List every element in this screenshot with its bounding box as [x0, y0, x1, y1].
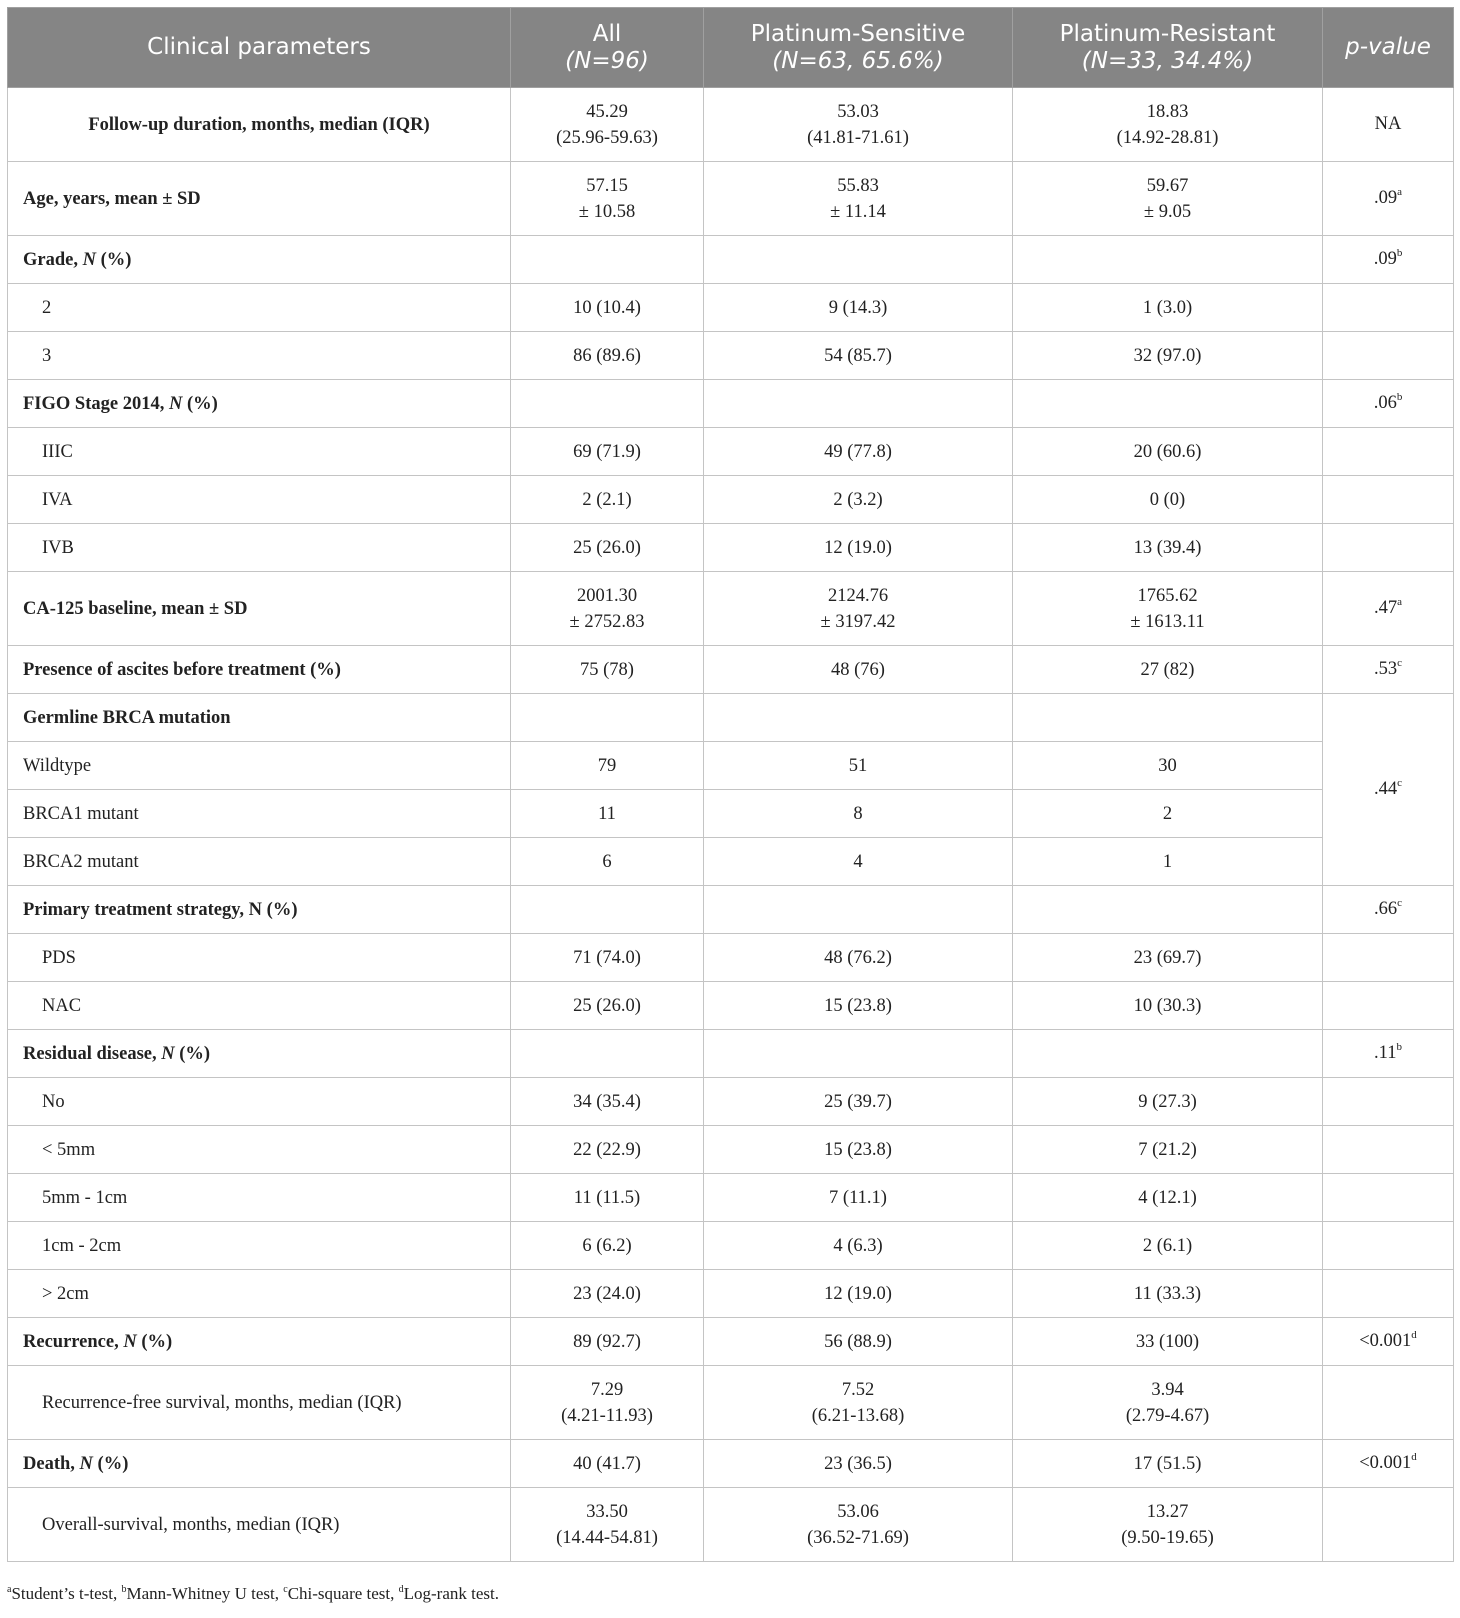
- table-row: [8, 236, 1454, 284]
- cell-p-value: [1323, 982, 1454, 1030]
- clinical-parameters-table: [7, 7, 1454, 1562]
- table-row: [8, 162, 1454, 236]
- row-label: IVA: [8, 476, 511, 524]
- cell-value: 53.06: [837, 1501, 879, 1522]
- cell-value: 18.83: [1146, 101, 1189, 122]
- cell-resistant: [1013, 572, 1323, 646]
- clinical-table-container: [7, 7, 1453, 1562]
- p-value-footnote-mark: a: [1397, 596, 1402, 608]
- row-label-n: N: [79, 1453, 93, 1474]
- table-row: [8, 88, 1454, 162]
- cell-sensitive: 4 (6.3): [704, 1222, 1013, 1270]
- cell-p-value: [1323, 646, 1454, 694]
- cell-sensitive: [704, 162, 1013, 236]
- p-value-text: .06: [1373, 393, 1397, 413]
- header-p-value: p-value: [1323, 8, 1454, 88]
- table-row: [8, 982, 1454, 1030]
- cell-p-value: [1323, 162, 1454, 236]
- cell-p-value: [1323, 886, 1454, 934]
- row-label: BRCA2 mutant: [8, 838, 511, 886]
- cell-all: [511, 236, 704, 284]
- p-value-footnote-mark: b: [1396, 1041, 1402, 1053]
- cell-p-value: [1323, 1318, 1454, 1366]
- row-label: IIIC: [8, 428, 511, 476]
- cell-resistant: 7 (21.2): [1013, 1126, 1323, 1174]
- table-row: [8, 1174, 1454, 1222]
- p-value-text: <0.001: [1359, 1453, 1412, 1473]
- cell-resistant: 1: [1013, 838, 1323, 886]
- cell-resistant: 0 (0): [1013, 476, 1323, 524]
- row-label-suffix: (%): [95, 249, 132, 270]
- cell-value: 55.83: [837, 175, 879, 196]
- cell-sensitive: 48 (76.2): [704, 934, 1013, 982]
- row-label: > 2cm: [8, 1270, 511, 1318]
- p-value-text: .53: [1373, 659, 1398, 679]
- cell-all: [511, 162, 704, 236]
- cell-all: 71 (74.0): [511, 934, 704, 982]
- cell-value: 33.50: [586, 1501, 628, 1522]
- table-row: [8, 332, 1454, 380]
- cell-value: 53.03: [837, 101, 879, 122]
- header-all-title: All: [592, 20, 622, 47]
- cell-p-value: [1323, 572, 1454, 646]
- table-header: [8, 8, 1454, 88]
- row-label: Germline BRCA mutation: [8, 694, 511, 742]
- p-value-text: <0.001: [1359, 1331, 1412, 1351]
- cell-p-value: [1323, 524, 1454, 572]
- row-label: < 5mm: [8, 1126, 511, 1174]
- cell-p-value: [1323, 694, 1454, 886]
- cell-p-value: [1323, 428, 1454, 476]
- cell-range: (9.50-19.65): [1121, 1527, 1214, 1548]
- row-label-text: Residual disease,: [23, 1043, 162, 1064]
- row-label: Primary treatment strategy, N (%): [8, 886, 511, 934]
- cell-range: (14.44-54.81): [556, 1527, 658, 1548]
- header-platinum-resistant: [1013, 8, 1323, 88]
- row-label-text: Grade,: [23, 249, 83, 270]
- p-value-text: .11: [1374, 1043, 1397, 1063]
- table-footnote: [7, 1584, 499, 1604]
- cell-range: (4.21-11.93): [561, 1405, 653, 1426]
- cell-value: 2124.76: [827, 585, 889, 606]
- table-row: [8, 1126, 1454, 1174]
- p-value-footnote-mark: c: [1397, 657, 1402, 669]
- cell-range: (6.21-13.68): [811, 1405, 905, 1426]
- cell-sensitive: 8: [704, 790, 1013, 838]
- cell-sensitive: [704, 572, 1013, 646]
- cell-all: 2 (2.1): [511, 476, 704, 524]
- row-label-text: Recurrence,: [23, 1331, 124, 1352]
- cell-all: 69 (71.9): [511, 428, 704, 476]
- cell-sensitive: [704, 694, 1013, 742]
- cell-p-value: [1323, 332, 1454, 380]
- cell-all: 89 (92.7): [511, 1318, 704, 1366]
- row-label-n: N: [123, 1331, 137, 1352]
- p-value-footnote-mark: c: [1397, 897, 1402, 909]
- cell-range: (14.92-28.81): [1116, 127, 1219, 148]
- cell-resistant: 4 (12.1): [1013, 1174, 1323, 1222]
- cell-resistant: 17 (51.5): [1013, 1440, 1323, 1488]
- cell-resistant: [1013, 162, 1323, 236]
- cell-all: 75 (78): [511, 646, 704, 694]
- cell-resistant: 11 (33.3): [1013, 1270, 1323, 1318]
- cell-sensitive: 48 (76): [704, 646, 1013, 694]
- cell-sensitive: 15 (23.8): [704, 1126, 1013, 1174]
- cell-resistant: 33 (100): [1013, 1318, 1323, 1366]
- footnote-text-d: Log-rank test.: [403, 1584, 499, 1603]
- cell-sd: ± 1613.11: [1130, 611, 1205, 632]
- p-value-text: .47: [1373, 598, 1398, 618]
- cell-p-value: NA: [1323, 88, 1454, 162]
- row-label-n: N: [82, 249, 96, 270]
- cell-all: [511, 1030, 704, 1078]
- header-all: [511, 8, 704, 88]
- cell-all: [511, 88, 704, 162]
- table-row: [8, 742, 1454, 790]
- cell-value: 13.27: [1146, 1501, 1189, 1522]
- cell-sensitive: [704, 1488, 1013, 1562]
- cell-sensitive: 56 (88.9): [704, 1318, 1013, 1366]
- row-label-suffix: (%): [136, 1331, 173, 1352]
- cell-value: 59.67: [1146, 175, 1189, 196]
- cell-sd: ± 11.14: [830, 201, 886, 222]
- header-platinum-sensitive: [704, 8, 1013, 88]
- p-value-text: .66: [1373, 899, 1398, 919]
- cell-sensitive: 49 (77.8): [704, 428, 1013, 476]
- header-clinical-parameters: Clinical parameters: [8, 8, 511, 88]
- footnote-mark-d: d: [398, 1584, 404, 1595]
- cell-resistant: 20 (60.6): [1013, 428, 1323, 476]
- cell-p-value: [1323, 1270, 1454, 1318]
- cell-sensitive: [704, 88, 1013, 162]
- row-label: Recurrence-free survival, months, median (IQR): [8, 1366, 511, 1440]
- table-body: [8, 88, 1454, 1562]
- cell-sd: ± 10.58: [578, 201, 636, 222]
- cell-value: 57.15: [586, 175, 628, 196]
- row-label: [8, 1440, 511, 1488]
- row-label: [8, 1030, 511, 1078]
- row-label: [8, 380, 511, 428]
- p-value-text: .44: [1373, 779, 1398, 799]
- table-row: [8, 380, 1454, 428]
- cell-all: [511, 1488, 704, 1562]
- cell-resistant: 27 (82): [1013, 646, 1323, 694]
- header-sensitive-title: Platinum-Sensitive: [750, 20, 966, 47]
- row-label: No: [8, 1078, 511, 1126]
- row-label: Age, years, mean ± SD: [8, 162, 511, 236]
- cell-sd: ± 9.05: [1143, 201, 1192, 222]
- table-row: [8, 1078, 1454, 1126]
- cell-resistant: [1013, 88, 1323, 162]
- row-label: Overall-survival, months, median (IQR): [8, 1488, 511, 1562]
- cell-resistant: 1 (3.0): [1013, 284, 1323, 332]
- cell-sensitive: [704, 1030, 1013, 1078]
- table-row: [8, 838, 1454, 886]
- cell-sensitive: [704, 236, 1013, 284]
- cell-all: 34 (35.4): [511, 1078, 704, 1126]
- row-label: 2: [8, 284, 511, 332]
- table-row: [8, 572, 1454, 646]
- p-value-text: .09: [1373, 188, 1398, 208]
- table-row: [8, 524, 1454, 572]
- table-row: [8, 476, 1454, 524]
- cell-sensitive: [704, 886, 1013, 934]
- cell-p-value: [1323, 476, 1454, 524]
- footnote-text-b: Mann-Whitney U test,: [126, 1584, 284, 1603]
- cell-value: 3.94: [1151, 1379, 1184, 1400]
- cell-resistant: 2: [1013, 790, 1323, 838]
- cell-p-value: [1323, 380, 1454, 428]
- cell-range: (36.52-71.69): [807, 1527, 909, 1548]
- row-label-text: Death,: [23, 1453, 80, 1474]
- row-label: Follow-up duration, months, median (IQR): [8, 88, 511, 162]
- table-row: [8, 1318, 1454, 1366]
- cell-p-value: [1323, 1222, 1454, 1270]
- cell-all: 86 (89.6): [511, 332, 704, 380]
- cell-range: (41.81-71.61): [807, 127, 909, 148]
- cell-sd: ± 2752.83: [569, 611, 645, 632]
- p-value-footnote-mark: b: [1396, 247, 1403, 259]
- cell-range: (2.79-4.67): [1125, 1405, 1210, 1426]
- cell-sd: ± 3197.42: [820, 611, 896, 632]
- row-label-suffix: (%): [92, 1453, 129, 1474]
- cell-resistant: 9 (27.3): [1013, 1078, 1323, 1126]
- row-label: 3: [8, 332, 511, 380]
- table-row: [8, 646, 1454, 694]
- table-row: [8, 886, 1454, 934]
- cell-all: [511, 886, 704, 934]
- row-label: 5mm - 1cm: [8, 1174, 511, 1222]
- row-label: PDS: [8, 934, 511, 982]
- cell-p-value: [1323, 934, 1454, 982]
- table-row: [8, 694, 1454, 742]
- table-row: [8, 1488, 1454, 1562]
- row-label: Wildtype: [8, 742, 511, 790]
- row-label: NAC: [8, 982, 511, 1030]
- cell-sensitive: 23 (36.5): [704, 1440, 1013, 1488]
- cell-resistant: [1013, 694, 1323, 742]
- row-label: CA-125 baseline, mean ± SD: [8, 572, 511, 646]
- row-label-text: FIGO Stage 2014,: [23, 393, 169, 414]
- cell-sensitive: 54 (85.7): [704, 332, 1013, 380]
- cell-value: 1765.62: [1137, 585, 1198, 606]
- cell-range: (25.96-59.63): [556, 127, 658, 148]
- cell-p-value: [1323, 1440, 1454, 1488]
- cell-all: 25 (26.0): [511, 982, 704, 1030]
- cell-all: 25 (26.0): [511, 524, 704, 572]
- row-label: BRCA1 mutant: [8, 790, 511, 838]
- row-label: [8, 1318, 511, 1366]
- cell-sensitive: 9 (14.3): [704, 284, 1013, 332]
- cell-sensitive: 51: [704, 742, 1013, 790]
- row-label: [8, 236, 511, 284]
- table-row: [8, 1270, 1454, 1318]
- cell-all: 79: [511, 742, 704, 790]
- cell-all: 6: [511, 838, 704, 886]
- cell-p-value: [1323, 1030, 1454, 1078]
- p-value-footnote-mark: a: [1397, 186, 1402, 198]
- cell-resistant: [1013, 886, 1323, 934]
- cell-sensitive: 25 (39.7): [704, 1078, 1013, 1126]
- cell-resistant: 32 (97.0): [1013, 332, 1323, 380]
- cell-all: 23 (24.0): [511, 1270, 704, 1318]
- cell-all: 22 (22.9): [511, 1126, 704, 1174]
- table-row: [8, 1366, 1454, 1440]
- table-row: [8, 934, 1454, 982]
- cell-resistant: 30: [1013, 742, 1323, 790]
- cell-p-value: [1323, 1126, 1454, 1174]
- cell-resistant: [1013, 236, 1323, 284]
- cell-all: 11: [511, 790, 704, 838]
- table-row: [8, 1440, 1454, 1488]
- cell-p-value: [1323, 236, 1454, 284]
- cell-sensitive: 12 (19.0): [704, 524, 1013, 572]
- cell-all: [511, 1366, 704, 1440]
- cell-value: 2001.30: [576, 585, 638, 606]
- cell-sensitive: [704, 1366, 1013, 1440]
- cell-resistant: 23 (69.7): [1013, 934, 1323, 982]
- table-row: [8, 790, 1454, 838]
- header-resistant-title: Platinum-Resistant: [1059, 20, 1276, 47]
- cell-all: [511, 694, 704, 742]
- cell-sensitive: 15 (23.8): [704, 982, 1013, 1030]
- header-row: [8, 8, 1454, 88]
- p-value-footnote-mark: d: [1411, 1451, 1417, 1463]
- cell-resistant: [1013, 1488, 1323, 1562]
- cell-resistant: [1013, 380, 1323, 428]
- cell-resistant: [1013, 1366, 1323, 1440]
- cell-all: [511, 380, 704, 428]
- cell-value: 7.29: [590, 1379, 624, 1400]
- footnote-mark-c: c: [283, 1584, 288, 1595]
- cell-sensitive: 2 (3.2): [704, 476, 1013, 524]
- cell-all: 10 (10.4): [511, 284, 704, 332]
- cell-all: [511, 572, 704, 646]
- table-row: [8, 284, 1454, 332]
- cell-all: 6 (6.2): [511, 1222, 704, 1270]
- cell-resistant: [1013, 1030, 1323, 1078]
- cell-all: 11 (11.5): [511, 1174, 704, 1222]
- cell-sensitive: 4: [704, 838, 1013, 886]
- cell-p-value: [1323, 1366, 1454, 1440]
- row-label-suffix: (%): [182, 393, 218, 414]
- footnote-text-a: Student’s t-test,: [11, 1584, 122, 1603]
- cell-p-value: [1323, 1078, 1454, 1126]
- cell-sensitive: [704, 380, 1013, 428]
- cell-p-value: [1323, 1174, 1454, 1222]
- cell-value: 45.29: [586, 101, 628, 122]
- cell-resistant: 10 (30.3): [1013, 982, 1323, 1030]
- footnote-mark-a: a: [7, 1584, 12, 1595]
- cell-sensitive: 7 (11.1): [704, 1174, 1013, 1222]
- p-value-footnote-mark: c: [1397, 777, 1402, 789]
- cell-value: 7.52: [841, 1379, 875, 1400]
- cell-resistant: 13 (39.4): [1013, 524, 1323, 572]
- header-all-count: (N=96): [565, 47, 649, 74]
- row-label: IVB: [8, 524, 511, 572]
- cell-all: 40 (41.7): [511, 1440, 704, 1488]
- table-row: [8, 1222, 1454, 1270]
- cell-p-value: [1323, 1488, 1454, 1562]
- cell-resistant: 2 (6.1): [1013, 1222, 1323, 1270]
- footnote-mark-b: b: [121, 1584, 127, 1595]
- row-label-n: N: [168, 393, 183, 414]
- table-row: [8, 1030, 1454, 1078]
- cell-sensitive: 12 (19.0): [704, 1270, 1013, 1318]
- footnote-text-c: Chi-square test,: [287, 1584, 399, 1603]
- header-resistant-count: (N=33, 34.4%): [1081, 47, 1254, 74]
- row-label: Presence of ascites before treatment (%): [8, 646, 511, 694]
- p-value-text: .09: [1373, 249, 1397, 269]
- header-sensitive-count: (N=63, 65.6%): [772, 47, 944, 74]
- row-label-n: N: [161, 1043, 175, 1064]
- table-row: [8, 428, 1454, 476]
- row-label-suffix: (%): [174, 1043, 211, 1064]
- p-value-footnote-mark: b: [1396, 391, 1403, 403]
- row-label: 1cm - 2cm: [8, 1222, 511, 1270]
- p-value-footnote-mark: d: [1411, 1329, 1417, 1341]
- cell-p-value: [1323, 284, 1454, 332]
